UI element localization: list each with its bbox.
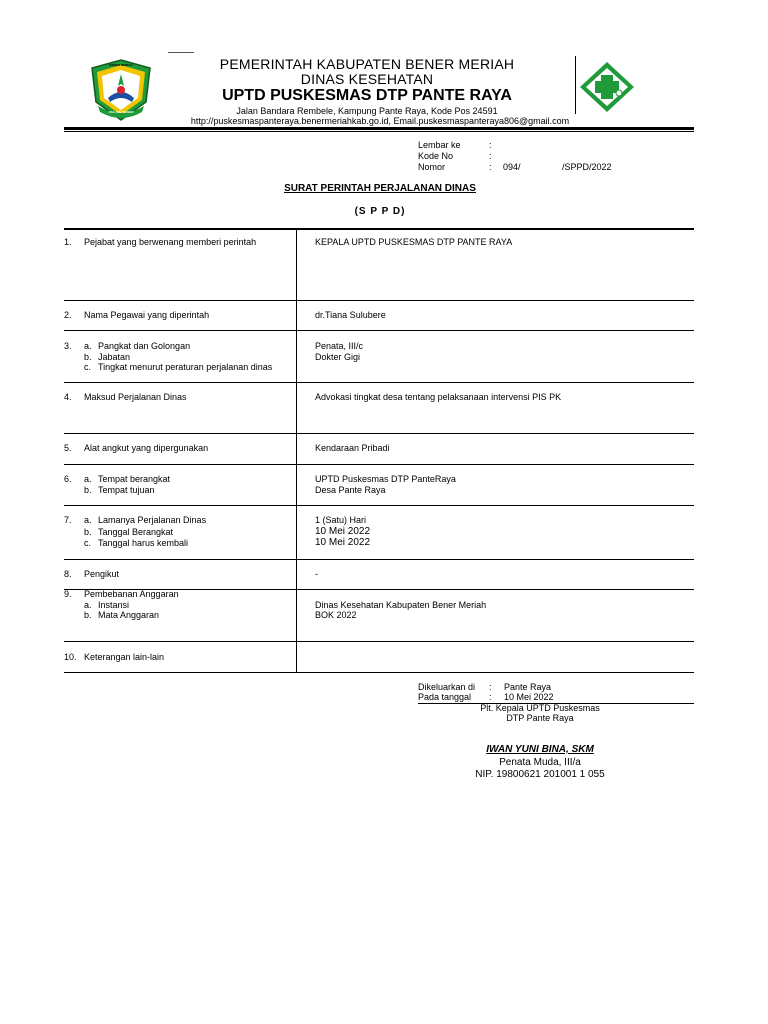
row-7a-label: Lamanya Perjalanan Dinas <box>98 515 207 525</box>
row-5-value: Kendaraan Pribadi <box>315 443 390 453</box>
institution-name: UPTD PUSKESMAS DTP PANTE RAYA <box>222 87 512 104</box>
position-line-1: Plt. Kepala UPTD Puskesmas <box>480 703 600 713</box>
puskesmas-logo <box>578 60 636 114</box>
row-3c-label: Tingkat menurut peraturan perjalanan dinas <box>98 362 273 372</box>
table-top-border <box>64 228 694 230</box>
issued-date-value: 10 Mei 2022 <box>504 692 554 702</box>
contact-info: http://puskesmaspanteraya.benermeriahkab.go.id, Email.puskesmaspanteraya806@gmail.com <box>190 116 570 126</box>
nomor-suffix: /SPPD/2022 <box>562 162 612 172</box>
row-divider <box>64 433 694 434</box>
letterhead-rule-thick <box>64 127 694 130</box>
row-3-number: 3. <box>64 341 72 351</box>
row-3c-letter: c. <box>84 362 92 372</box>
lembar-colon: : <box>489 140 492 150</box>
lembar-label: Lembar ke <box>418 140 461 150</box>
row-9a-label: Instansi <box>98 600 130 610</box>
row-divider <box>64 559 694 560</box>
row-divider <box>64 330 694 331</box>
row-5-label: Alat angkut yang dipergunakan <box>84 443 209 453</box>
nomor-value: 094/ <box>503 162 521 172</box>
signatory-name: IWAN YUNI BINA, SKM <box>486 744 594 755</box>
nomor-label: Nomor <box>418 162 446 172</box>
government-name: PEMERINTAH KABUPATEN BENER MERIAH <box>219 56 515 72</box>
row-9-label: Pembebanan Anggaran <box>84 589 179 599</box>
signatory-nip: NIP. 19800621 201001 1 055 <box>475 769 605 780</box>
position-line-2: DTP Pante Raya <box>506 713 574 723</box>
row-divider <box>64 382 694 383</box>
row-3a-letter: a. <box>84 341 92 351</box>
letterhead-rule-thin <box>64 131 694 132</box>
row-3b-letter: b. <box>84 352 92 362</box>
row-8-label: Pengikut <box>84 569 120 579</box>
row-6b-label: Tempat tujuan <box>98 485 155 495</box>
row-6a-letter: a. <box>84 474 92 484</box>
row-1-label: Pejabat yang berwenang memberi perintah <box>84 237 257 247</box>
signatory-rank: Penata Muda, III/a <box>499 757 581 768</box>
kode-colon: : <box>489 151 492 161</box>
row-1-number: 1. <box>64 237 72 247</box>
issued-date-label: Pada tanggal <box>418 692 472 702</box>
row-4-value: Advokasi tingkat desa tentang pelaksanaan intervensi PIS PK <box>315 392 562 402</box>
row-7c-value: 10 Mei 2022 <box>315 537 371 548</box>
row-divider <box>64 641 694 642</box>
document-subtitle: (S P P D) <box>354 206 406 217</box>
logo-caption-top: BENER MERIAH <box>109 63 133 67</box>
row-7b-letter: b. <box>84 527 92 537</box>
row-7a-letter: a. <box>84 515 92 525</box>
row-3a-value: Penata, III/c <box>315 341 364 351</box>
row-6a-value: UPTD Puskesmas DTP PanteRaya <box>315 474 456 484</box>
row-1-value: KEPALA UPTD PUSKESMAS DTP PANTE RAYA <box>315 237 513 247</box>
row-6b-value: Desa Pante Raya <box>315 485 386 495</box>
issued-place-value: Pante Raya <box>504 682 552 692</box>
row-9a-letter: a. <box>84 600 92 610</box>
row-2-value: dr.Tiana Sulubere <box>315 310 386 320</box>
row-8-number: 8. <box>64 569 72 579</box>
row-3a-label: Pangkat dan Golongan <box>98 341 191 351</box>
row-9-number: 9. <box>64 589 72 599</box>
row-10-label: Keterangan lain-lain <box>84 652 165 662</box>
issued-place-colon: : <box>489 682 492 692</box>
row-7b-label: Tanggal Berangkat <box>98 527 174 537</box>
row-3b-label: Jabatan <box>98 352 131 362</box>
header-mark <box>168 52 194 53</box>
row-7b-value: 10 Mei 2022 <box>315 526 371 537</box>
row-9b-letter: b. <box>84 610 92 620</box>
issued-date-colon: : <box>489 692 492 702</box>
row-6a-label: Tempat berangkat <box>98 474 171 484</box>
department-name: DINAS KESEHATAN <box>300 71 434 87</box>
row-8-value: - <box>315 569 318 579</box>
row-9b-value: BOK 2022 <box>315 610 357 620</box>
row-7c-label: Tanggal harus kembali <box>98 538 189 548</box>
health-cross-icon <box>578 60 636 114</box>
document-title: SURAT PERINTAH PERJALANAN DINAS <box>284 183 476 194</box>
logo-caption-bottom: ASA AMA BENER <box>108 110 134 114</box>
kode-label: Kode No <box>418 151 454 161</box>
row-9a-value: Dinas Kesehatan Kabupaten Bener Meriah <box>315 600 487 610</box>
row-6b-letter: b. <box>84 485 92 495</box>
row-divider <box>64 505 694 506</box>
table-column-divider <box>296 229 297 672</box>
row-9b-label: Mata Anggaran <box>98 610 160 620</box>
row-divider <box>64 300 694 301</box>
nomor-colon: : <box>489 162 492 172</box>
row-5-number: 5. <box>64 443 72 453</box>
issued-place-label: Dikeluarkan di <box>418 682 476 692</box>
table-bottom-border <box>64 672 694 673</box>
row-7-number: 7. <box>64 515 72 525</box>
header-divider <box>575 56 576 114</box>
row-10-number: 10. <box>64 652 77 662</box>
row-7c-letter: c. <box>84 538 92 548</box>
row-6-number: 6. <box>64 474 72 484</box>
row-4-number: 4. <box>64 392 72 402</box>
address: Jalan Bandara Rembele, Kampung Pante Raya, Kode Pos 24591 <box>236 106 498 116</box>
row-2-label: Nama Pegawai yang diperintah <box>84 310 210 320</box>
row-4-label: Maksud Perjalanan Dinas <box>84 392 187 402</box>
row-3b-value: Dokter Gigi <box>315 352 361 362</box>
row-divider <box>64 464 694 465</box>
row-2-number: 2. <box>64 310 72 320</box>
row-7a-value: 1 (Satu) Hari <box>315 515 367 525</box>
